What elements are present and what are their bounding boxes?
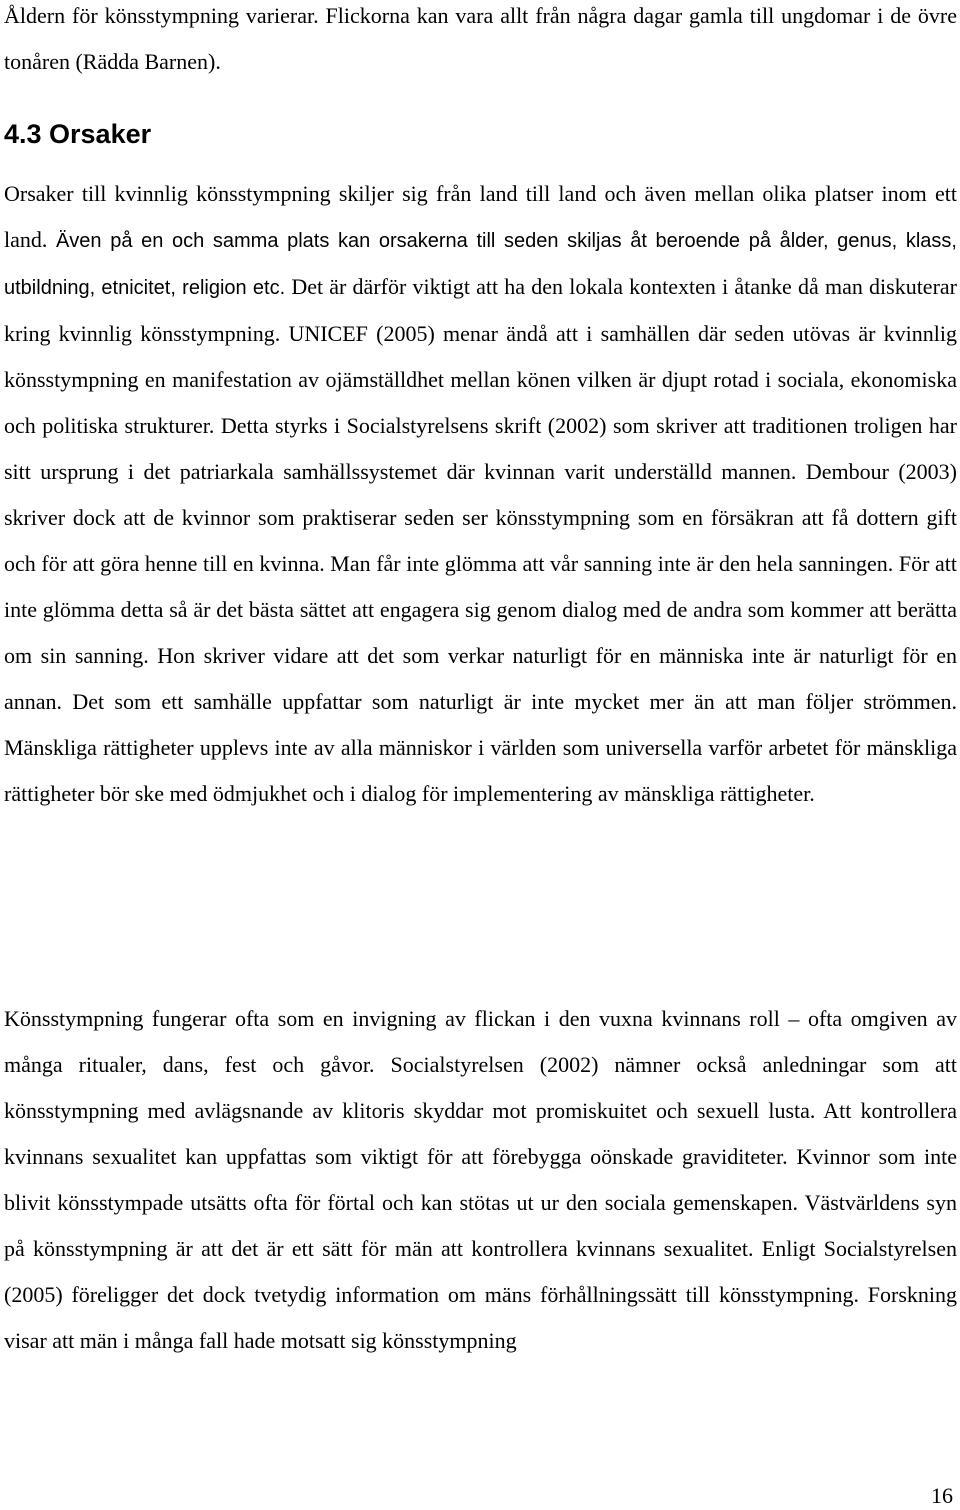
ritual-text: Könsstympning fungerar ofta som en invigning av flickan i den vuxna kvinnans roll – ofta omgiven av många ritualer, dans, fest och gåvor. Socialstyrelsen (2002) nämner också anledningar som att könsstympning med avlägsnande av klitoris skyddar mot promiskuitet och sexuell lusta. Att kontrollera kvinnans sexualitet kan uppfattas som viktigt för att förebygga oönskade graviditeter. Kvinnor som inte blivit könsstympade utsätts ofta för förtal och kan stötas ut ur den sociala gemenskapen. Västvärldens syn på könsstympning är att det är ett sätt för män att kontrollera kvinnans sexualitet. Enligt Socialstyrelsen (2005) föreligger det dock tvetydig information om mäns förhållningssätt till könsstympning. Forskning visar att män i många fall hade motsatt sig könsstympning xyxy=(4,1006,957,1353)
section-heading: 4.3 Orsaker xyxy=(4,119,152,149)
causes-text-rest: Det är därför viktigt att ha den lokala kontexten i åtanke då man diskuterar kring kvinnlig könsstympning. UNICEF (2005) menar ändå att i samhällen där seden utövas är kvinnlig könsstympning en manifestation av ojämställdhet mellan könen vilken är djupt rotad i sociala, ekonomiska och politiska strukturer. Detta styrks i Socialstyrelsens skrift (2002) som skriver att traditionen troligen har sitt ursprung i det patriarkala samhällssystemet där kvinnan varit underställd mannen. Dembour (2003) skriver dock att de kvinnor som praktiserar seden ser könsstympning som en försäkran att få dottern gift och för att göra henne till en kvinna. Man får inte glömma att vår sanning inte är den hela sanningen. För att inte glömma detta så är det bästa sättet att engagera sig genom dialog med de andra som kommer att berätta om sin sanning. Hon skriver vidare att det som verkar naturligt för en människa inte är naturligt för en annan. Det som ett samhälle uppfattar som naturligt är inte mycket mer än att man följer strömmen. Mänskliga rättigheter upplevs inte av alla människor i världen som universella varför arbetet för mänskliga rättigheter bör ske med ödmjukhet och i dialog för implementering av mänskliga rättigheter. xyxy=(4,274,957,806)
intro-paragraph xyxy=(4,0,957,85)
page-number: 16 xyxy=(931,1483,953,1508)
causes-paragraph xyxy=(4,171,957,817)
ritual-paragraph xyxy=(4,996,957,1364)
causes-text-start: Orsaker till kvinnlig könsstympning skiljer sig från land till land och även mellan olika platser inom ett land. xyxy=(4,181,957,252)
intro-text: Åldern för könsstympning varierar. Flickorna kan vara allt från några dagar gamla till ungdomar i de övre tonåren (Rädda Barnen). xyxy=(4,3,957,74)
causes-text-sans: Även på en och samma plats kan orsakerna till seden skiljas åt beroende på ålder, genus, klass, utbildning, etnicitet, religion etc. xyxy=(4,230,957,299)
